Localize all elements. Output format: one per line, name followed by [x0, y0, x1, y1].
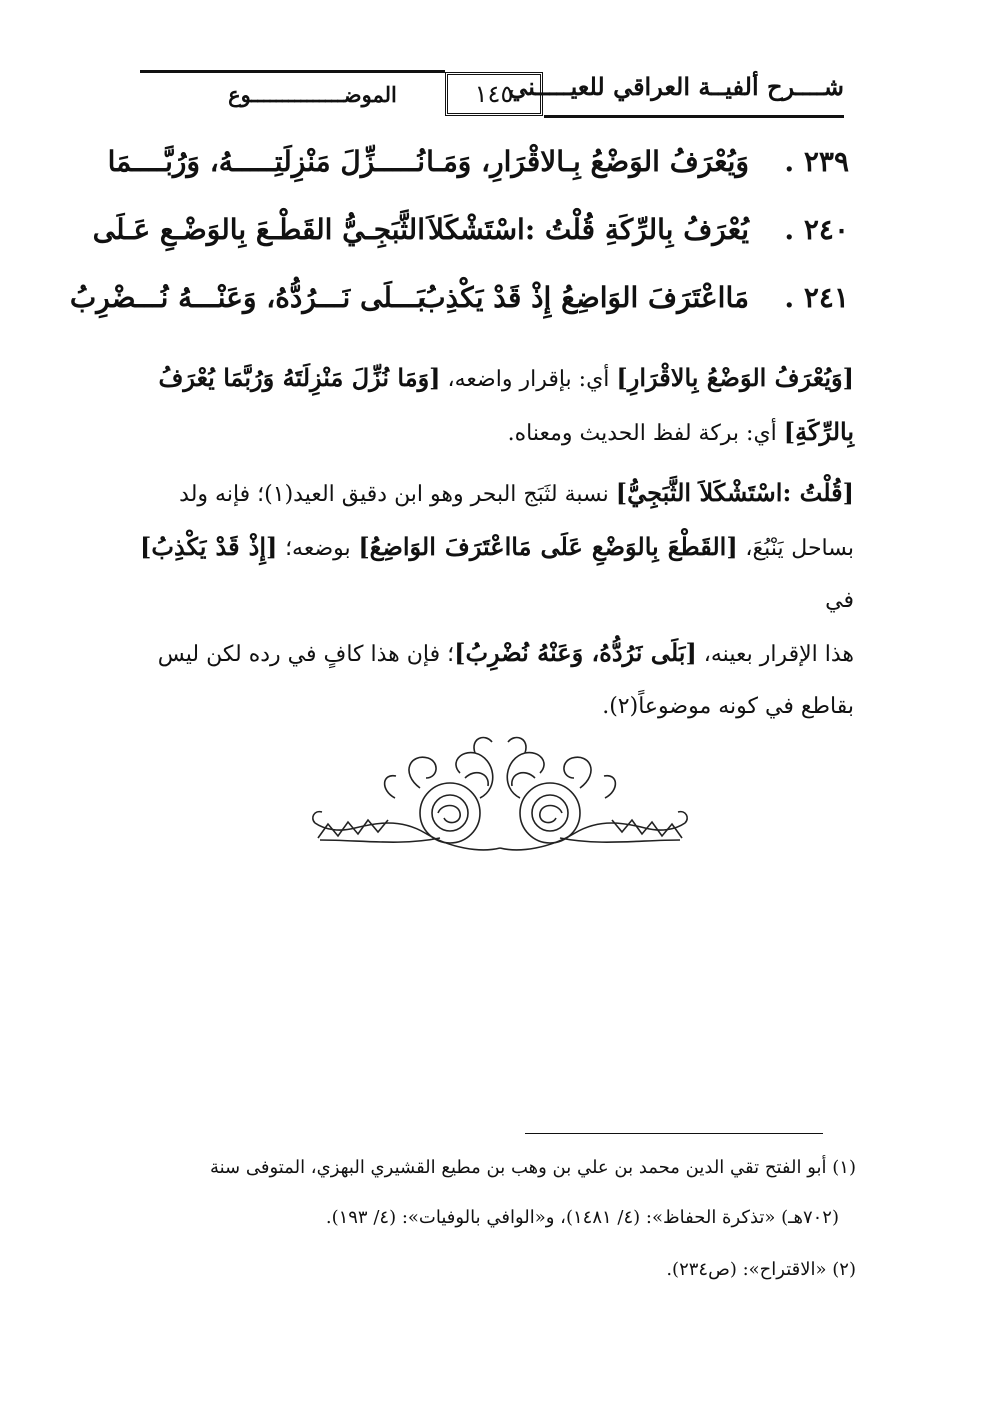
verse-number: ٢٤١ . — [784, 281, 849, 314]
verse-hemistich-first: وَيُعْرَفُ الوَضْعُ بِـالاقْرَارِ، وَمَـا — [426, 145, 749, 178]
commentary-paragraph-2 — [140, 467, 854, 733]
commentary-text: بساحل يَنْبُعَ، — [737, 536, 854, 561]
footnote-1-continued: (٧٠٢هـ) «تذكرة الحفاظ»: (٤/ ١٤٨١)، و«الوافي بالوفيات»: (٤/ ١٩٣). — [325, 1207, 839, 1228]
verse-240 — [92, 213, 849, 263]
commentary-line — [140, 627, 854, 681]
footnote-2: (٢) «الاقتراح»: (ص٢٣٤). — [666, 1259, 856, 1280]
floral-ornament — [300, 728, 700, 858]
ornament-right-half — [500, 738, 687, 850]
commentary-paragraph-1 — [140, 352, 854, 460]
verse-hemistich-first: يُعْرَفُ بِالرِّكَةِ قُلْتُ :اسْتَشْكَلاَ — [428, 213, 749, 246]
quoted-verse-text: [القَطْعَ بِالوَضْعِ عَلَى مَااعْتَرَفَ الوَاضِعُ] — [358, 532, 738, 561]
verse-hemistich-first: مَااعْتَرَفَ الوَاضِعُ إِذْ قَدْ يَكْذِبُ — [419, 281, 749, 314]
commentary-text: هذا الإقرار بعينه، — [696, 642, 854, 667]
verse-241 — [69, 281, 849, 331]
commentary-text: ؛ فإن هذا كافٍ في رده لكن ليس — [157, 642, 455, 667]
verse-hemistich-second: نُـــــزِّلَ مَنْزِلَتِـــــهُ، وَرُبَّــــمَا — [107, 145, 425, 178]
footnote-separator — [525, 1133, 823, 1134]
running-book-title: شــــرح ألفيــة العراقي للعيـــــني — [508, 72, 844, 101]
running-topic: الموضـــــــــــــــوع — [228, 82, 397, 107]
commentary-line — [140, 467, 854, 521]
quoted-verse-text: [وَمَا نُزِّلَ مَنْزِلَتَهُ وَرُبَّمَا يُعْرَفُ — [158, 363, 441, 392]
commentary-text: أي: بإقرار واضعه، — [440, 367, 617, 392]
commentary-text: في — [825, 588, 854, 613]
verse-hemistich-second: بَـــلَى نَـــرُدُّهُ، وَعَنْـــهُ نُـــضْرِبُ — [69, 281, 425, 314]
page-number: ١٤٥ — [445, 72, 543, 116]
commentary-line — [140, 406, 854, 460]
verse-hemistich-second: الثَّبَجِـيُّ القَطْـعَ بِالوَضْـعِ عَـلَى — [92, 213, 425, 246]
verse-number: ٢٣٩ . — [784, 145, 849, 178]
ornament-left-half — [313, 738, 500, 850]
commentary-text: نسبة لثَبَج البحر وهو ابن دقيق العيد(١)؛ فإنه ولد — [179, 482, 616, 507]
commentary-line — [140, 521, 854, 627]
commentary-line — [140, 352, 854, 406]
quoted-verse-text: [بَلَى نَرُدُّهُ، وَعَنْهُ نُضْرِبُ] — [454, 638, 697, 667]
quoted-verse-text: [إِذْ قَدْ يَكْذِبُ] — [140, 532, 278, 561]
verse-number: ٢٤٠ . — [784, 213, 849, 246]
commentary-text: أي: بركة لفظ الحديث ومعناه. — [507, 421, 784, 446]
commentary-line — [140, 681, 854, 733]
quoted-verse-text: [وَيُعْرَفُ الوَضْعُ بِالاقْرَارِ] — [616, 363, 854, 392]
commentary-text: بوضعه؛ — [277, 536, 359, 561]
quoted-verse-text: بِالرِّكَةِ] — [783, 417, 854, 446]
verse-239 — [107, 145, 849, 195]
quoted-verse-text: [قُلْتُ :اسْتَشْكَلاَ الثَّبَجِيُّ] — [615, 478, 854, 507]
commentary-text: بقاطع في كونه موضوعاً(٢). — [602, 694, 854, 719]
footnote-1: (١) أبو الفتح تقي الدين محمد بن علي بن وهب بن مطيع القشيري البهزي، المتوفى سنة — [209, 1157, 856, 1178]
